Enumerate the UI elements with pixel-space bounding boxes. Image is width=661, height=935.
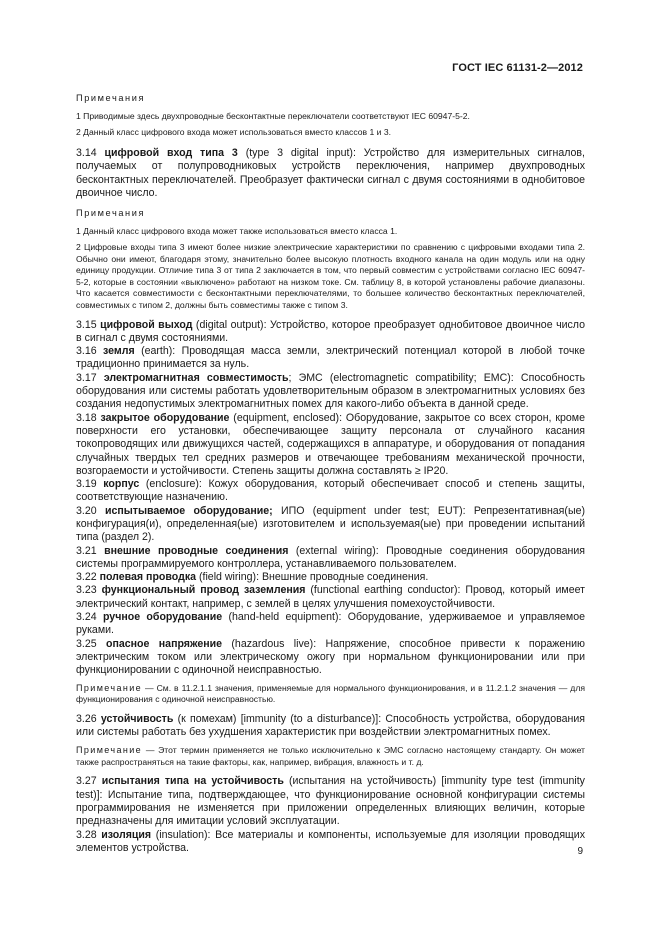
definition-text: (hazardous live): Напряжение, способное привести к поражению электрическим током или электрическому ожогу при нормальном функционировании или при функционировании с одиночной неисправностью.	[76, 637, 585, 677]
term: испытания типа на устойчивость	[101, 775, 284, 788]
definition-text: (external wiring): Проводные соединения оборудования системы программируемого контроллера, устанавливаемого пользователем.	[76, 544, 585, 570]
notes-title: Примечания	[76, 93, 146, 103]
term: испытываемое оборудование;	[104, 504, 273, 517]
clause-number: 3.26	[76, 713, 97, 726]
clause-number: 3.15	[76, 318, 97, 331]
definition-3-24	[76, 611, 585, 638]
definition-3-19	[76, 478, 585, 505]
term: закрытое оборудование	[100, 411, 230, 424]
definition-3-20	[76, 505, 585, 545]
note-item: 2 Данный класс цифрового входа может использоваться вместо классов 1 и 3.	[76, 126, 391, 137]
definition-3-15	[76, 319, 585, 346]
notes-title: Примечания	[76, 208, 146, 219]
definition-text: ; ЭМС (electromagnetic compatibility; EMC): Способность оборудования или системы работать удовлетворительным образом в электромагнитных условиях без создания недопустимых электромагнитных помех для какого-либо объекта в данной среде.	[76, 371, 585, 411]
definition-text: (hand-held equipment): Оборудование, удерживаемое и управляемое руками.	[76, 611, 585, 637]
definition-text: ИПО (equipment under test; EUT): Репрезентативная(ые) конфигурация(и), определенная(ые) изготовителем и используемая(ые) при проведении испытаний типа (раздел 2).	[76, 504, 585, 544]
clause-number: 3.14	[76, 147, 97, 160]
term: полевая проводка	[99, 571, 197, 584]
clause-number: 3.23	[76, 584, 97, 597]
definition-3-25	[76, 638, 585, 678]
definition-text: (insulation): Все материалы и компоненты, используемые для изоляции проводящих элементов устройства.	[76, 828, 585, 854]
clause-number: 3.24	[76, 611, 97, 624]
definition-3-23	[76, 584, 585, 611]
clause-number: 3.25	[76, 637, 97, 650]
clause-number: 3.22	[76, 571, 97, 584]
definition-3-28	[76, 829, 585, 856]
definition-3-27	[76, 775, 585, 828]
term: земля	[103, 345, 135, 358]
definition-3-17	[76, 372, 585, 412]
page-number: 9	[577, 846, 583, 857]
clause-number: 3.27	[76, 775, 97, 788]
note-label: Примечание	[76, 682, 143, 693]
clause-number: 3.17	[76, 371, 97, 384]
clause-number: 3.20	[76, 504, 97, 517]
definition-3-18	[76, 412, 585, 478]
note-item: 1 Данный класс цифрового входа может также использоваться вместо класса 1.	[76, 226, 398, 237]
term: цифровой выход	[100, 318, 193, 331]
term: электромагнитная совместимость	[103, 371, 289, 384]
definition-text: (field wiring): Внешние проводные соединения.	[196, 571, 429, 584]
note-text: — См. в 11.2.1.1 значения, применяемые для нормального функционирования, и в 11.2.1.2 значения — для функционирования с одиночной неисправностью.	[76, 682, 585, 705]
note-label: Примечание	[76, 744, 143, 755]
definition-3-26	[76, 713, 585, 740]
definition-text: (digital output): Устройство, которое преобразует однобитовое двоичное число в сигнал с двумя состояниями.	[76, 318, 585, 344]
definition-text: (type 3 digital input): Устройство для измерительных сигналов, получаемых от полупроводниковых устройств переключения, например двухпроводных бесконтактных переключателей. Преобразует фактически сигнал с двумя состояниями в однобитовое двоичное число.	[76, 147, 585, 200]
definition-3-16	[76, 345, 585, 372]
term: внешние проводные соединения	[104, 544, 289, 557]
term: опасное напряжение	[106, 637, 223, 650]
definition-text: (испытания на устойчивость) [immunity type test (immunity test)]: Испытание типа, подтверждающее, что функционирование основной конфигурации системы программирования не изменяется при приложении определенных влияющих величин, которые предназначены для имитации условий эксплуатации.	[76, 775, 585, 828]
definition-text: (к помехам) [immunity (to a disturbance)]: Способность устройства, оборудования или системы работать без ухудшения характеристик при воздействии электромагнитных помех.	[76, 713, 585, 739]
note-3-26	[76, 745, 585, 769]
note-3-25	[76, 683, 585, 707]
term: цифровой вход типа 3	[104, 147, 238, 160]
clause-number: 3.16	[76, 345, 97, 358]
clause-number: 3.18	[76, 411, 97, 424]
clause-number: 3.21	[76, 544, 97, 557]
note-item: 1 Приводимые здесь двухпроводные бесконтактные переключатели соответствуют IEC 60947-5-2.	[76, 111, 470, 121]
definition-3-21	[76, 545, 585, 572]
term: устойчивость	[100, 713, 174, 726]
term: функциональный провод заземления	[101, 584, 306, 597]
term: изоляция	[101, 828, 152, 841]
definition-3-14	[76, 147, 585, 200]
definition-text: (earth): Проводящая масса земли, электрический потенциал которой в любой точке традиционно принимается за нуль.	[76, 345, 585, 371]
document-code-header: ГОСТ IEC 61131-2—2012	[452, 62, 583, 74]
term: корпус	[103, 478, 140, 491]
definition-text: (functional earthing conductor): Провод, который имеет электрический контакт, например, с землей в целях улучшения помехоустойчивости.	[76, 584, 585, 610]
term: ручное оборудование	[102, 611, 223, 624]
clause-number: 3.19	[76, 478, 97, 491]
definition-3-22	[76, 571, 585, 584]
clause-number: 3.28	[76, 828, 97, 841]
note-item: 2 Цифровые входы типа 3 имеют более низкие электрические характеристики по сравнению с цифровыми входами типа 2. Обычно они имеют, благодаря этому, значительно более высокую плотность входного канала на один модуль или на одну единицу продукции. Отличие типа 3 от типа 2 заключается в том, что первый совместим с устройствами согласно IEC 60947-5-2, которые в состоянии «выключено» работают на низком токе. См. таблицу 8, в которой установлены рабочие диапазоны. Что касается совместимости с бесконтактными переключателями, то большее количество бесконтактных переключателей, совместимых с типом 2, должны быть совместимы также с типом 3.	[76, 241, 585, 310]
definition-text: (enclosure): Кожух оборудования, который обеспечивает способ и степень защиты, соответствующие назначению.	[76, 478, 585, 504]
page-content	[76, 92, 585, 855]
definition-text: (equipment, enclosed): Оборудование, закрытое со всех сторон, кроме поверхности его установки, обеспечивающее защиту персонала от случайного касания токопроводящих или движущихся частей, содержащихся в аппаратуре, и оборудования от попадания случайных твердых тел средних размеров и отвечающее требованиям механической прочности, возгораемости и устойчивости. Степень защиты должна составлять ≥ IP20.	[76, 411, 585, 477]
note-text: — Этот термин применяется не только исключительно к ЭМС согласно настоящему стандарту. Он может также распространяться на такие факторы, как, например, вибрация, влажность и т. д.	[76, 744, 585, 767]
